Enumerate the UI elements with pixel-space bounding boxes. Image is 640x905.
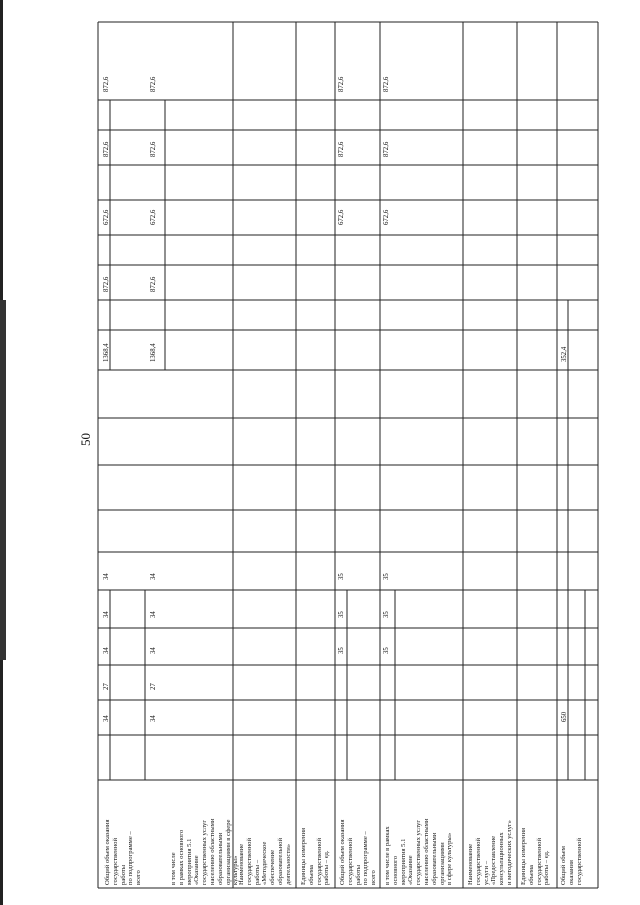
cell-value: 1368,4 bbox=[150, 343, 157, 362]
cell-value: 34 bbox=[103, 715, 110, 722]
cell-value: 34 bbox=[150, 573, 157, 580]
cell-value: 672,6 bbox=[150, 209, 157, 225]
cell-value: 35 bbox=[383, 611, 390, 618]
cell-value: 27 bbox=[150, 683, 157, 690]
cell-value: 872,6 bbox=[383, 76, 390, 92]
cell-value: 872,6 bbox=[150, 76, 157, 92]
cell-value: 872,6 bbox=[150, 141, 157, 157]
row-label-total-work: Общий объем оказания государственной работы по подпрограмме – всего bbox=[104, 819, 143, 885]
cell-value: 672,6 bbox=[103, 209, 110, 225]
cell-value: 352,4 bbox=[561, 346, 568, 362]
row-label-total-service: Общий объем оказания государственной bbox=[560, 838, 583, 885]
cell-value: 35 bbox=[383, 647, 390, 654]
row-label-unit: Единицы измерения объема государственной работы – ед. bbox=[300, 827, 331, 885]
cell-value: 35 bbox=[338, 573, 345, 580]
row-label-work-name: Наименование государственной работы – «Методическое обеспечение образовательной деятельности» bbox=[238, 838, 292, 885]
cell-value: 872,6 bbox=[150, 276, 157, 292]
cell-value: 34 bbox=[103, 611, 110, 618]
row-label-unit-2: Единицы измерения объема государственной работы – ед. bbox=[520, 827, 551, 885]
cell-value: 27 bbox=[103, 683, 110, 690]
cell-value: 34 bbox=[150, 611, 157, 618]
cell-value: 872,6 bbox=[103, 76, 110, 92]
row-label-including-main-activity: в том числе в рамках основного мероприятия 5.1 «Оказание государственных услуг населению областными образовательными организациями в сфере культуры» bbox=[170, 818, 240, 885]
cell-value: 34 bbox=[150, 647, 157, 654]
cell-value: 34 bbox=[103, 647, 110, 654]
cell-value: 650 bbox=[561, 711, 568, 722]
cell-value: 872,6 bbox=[338, 141, 345, 157]
cell-value: 34 bbox=[150, 715, 157, 722]
cell-value: 872,6 bbox=[383, 141, 390, 157]
cell-value: 34 bbox=[103, 573, 110, 580]
row-label-service-name: Наименование государственной услуги – «Предоставление консультационных и методических услуг» bbox=[467, 820, 513, 885]
cell-value: 672,6 bbox=[338, 209, 345, 225]
cell-value: 672,6 bbox=[383, 209, 390, 225]
cell-value: 1368,4 bbox=[103, 343, 110, 362]
cell-value: 872,6 bbox=[103, 141, 110, 157]
cell-value: 872,6 bbox=[103, 276, 110, 292]
cell-value: 35 bbox=[338, 647, 345, 654]
cell-value: 35 bbox=[383, 573, 390, 580]
row-label-total-work-2: Общий объем оказания государственной работы по подпрограмме – всего bbox=[339, 819, 378, 885]
page-number: 50 bbox=[78, 433, 93, 446]
row-label-including-main-activity-2: в том числе в рамках основного мероприятия 5.1 «Оказание государственных услуг населению областными образовательными организациями в сфере культуры» bbox=[384, 818, 454, 885]
cell-value: 872,6 bbox=[338, 76, 345, 92]
cell-value: 35 bbox=[338, 611, 345, 618]
